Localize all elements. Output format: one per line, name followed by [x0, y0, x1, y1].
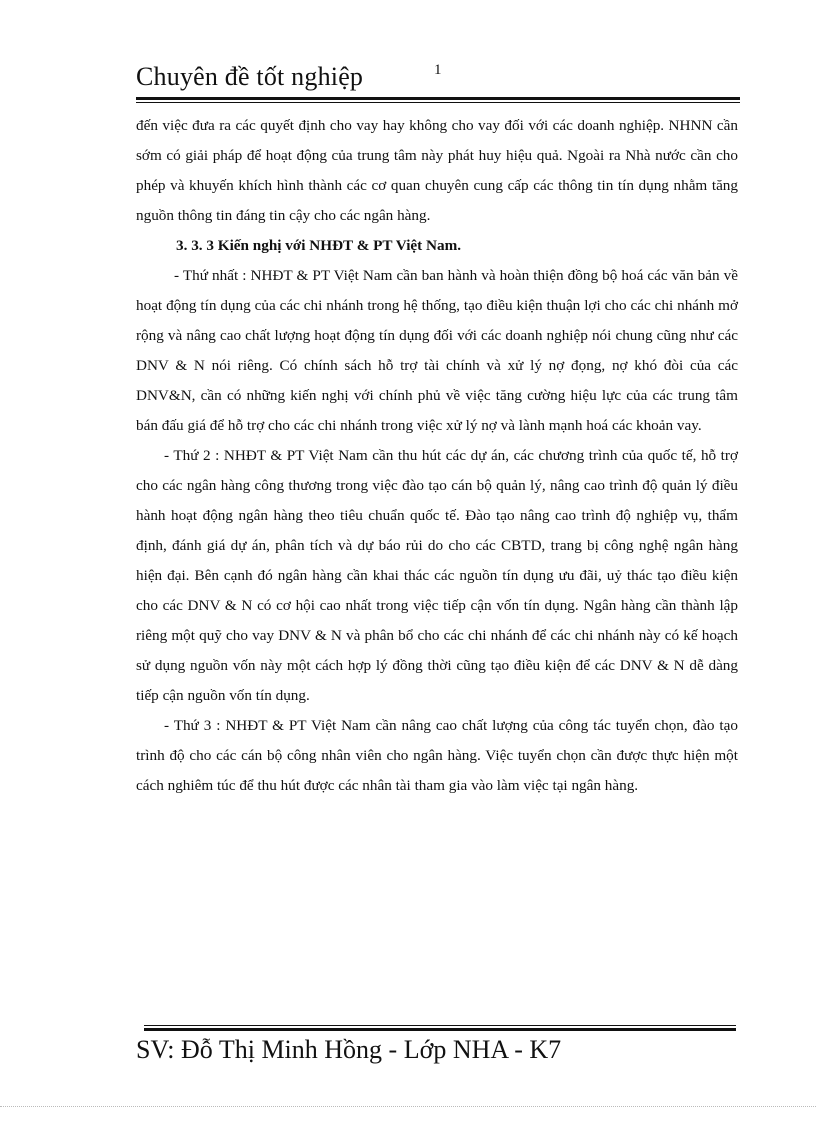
header-rule-thin [136, 102, 740, 103]
paragraph-point-2: - Thứ 2 : NHĐT & PT Việt Nam cần thu hút các dự án, các chương trình của quốc tế, hỗ trợ cho các ngân hàng công thương trong việc đào tạo cán bộ quản lý, nâng cao trình độ quản lý điều hành hoạt động ngân hàng theo tiêu chuẩn quốc tế. Đào tạo nâng cao trình độ nghiệp vụ, thẩm định, đánh giá dự án, phân tích và dự báo rủi do cho các CBTD, trang bị công nghệ ngân hàng hiện đại. Bên cạnh đó ngân hàng cần khai thác các nguồn tín dụng ưu đãi, uỷ thác tạo điều kiện cho các DNV & N có cơ hội cao nhất trong việc tiếp cận vốn tín dụng. Ngân hàng cần thành lập riêng một quỹ cho vay DNV & N và phân bổ cho các chi nhánh để các chi nhánh này có kế hoạch sử dụng nguồn vốn này một cách hợp lý đồng thời cũng tạo điều kiện để các DNV & N dễ dàng tiếp cận nguồn vốn tín dụng. [136, 447, 738, 704]
footer-rule-thin [144, 1025, 736, 1026]
header-title: Chuyên đề tốt nghiệp [136, 62, 364, 91]
section-heading: 3. 3. 3 Kiến nghị với NHĐT & PT Việt Nam. [176, 237, 462, 254]
paragraph-point-3: - Thứ 3 : NHĐT & PT Việt Nam cần nâng cao chất lượng của công tác tuyển chọn, đào tạo trình độ cho các cán bộ công nhân viên cho ngân hàng. Việc tuyển chọn cần được thực hiện một cách nghiêm túc để thu hút được các nhân tài tham gia vào làm việc tại ngân hàng. [136, 717, 738, 794]
document-body [136, 111, 738, 801]
footer-rule-thick [144, 1028, 736, 1031]
header-rule-thick [136, 97, 740, 100]
intro-paragraph: đến việc đưa ra các quyết định cho vay hay không cho vay đối với các doanh nghiệp. NHNN cần sớm có giải pháp để hoạt động của trung tâm này phát huy hiệu quả. Ngoài ra Nhà nước cần cho phép và khuyến khích hình thành các cơ quan chuyên cung cấp các thông tin tín dụng nhằm tăng nguồn thông tin đáng tin cậy cho các ngân hàng. [136, 117, 738, 224]
page-edge-divider [0, 1106, 816, 1107]
page-number: 1 [434, 62, 442, 78]
paragraph-point-1: - Thứ nhất : NHĐT & PT Việt Nam cần ban hành và hoàn thiện đồng bộ hoá các văn bản về hoạt động tín dụng của các chi nhánh trong hệ thống, tạo điều kiện thuận lợi cho các chi nhánh mở rộng và nâng cao chất lượng hoạt động tín dụng đối với các doanh nghiệp nói chung cũng như các DNV & N nói riêng. Có chính sách hỗ trợ tài chính và xử lý nợ đọng, nợ khó đòi của các DNV&N, cần có những kiến nghị với chính phủ về việc tăng cường hiệu lực của các trung tâm bán đấu giá để hỗ trợ cho các chi nhánh trong việc xử lý nợ và lành mạnh hoá các khoản vay. [136, 267, 738, 434]
footer-student-info: SV: Đỗ Thị Minh Hồng - Lớp NHA - K7 [136, 1035, 562, 1064]
